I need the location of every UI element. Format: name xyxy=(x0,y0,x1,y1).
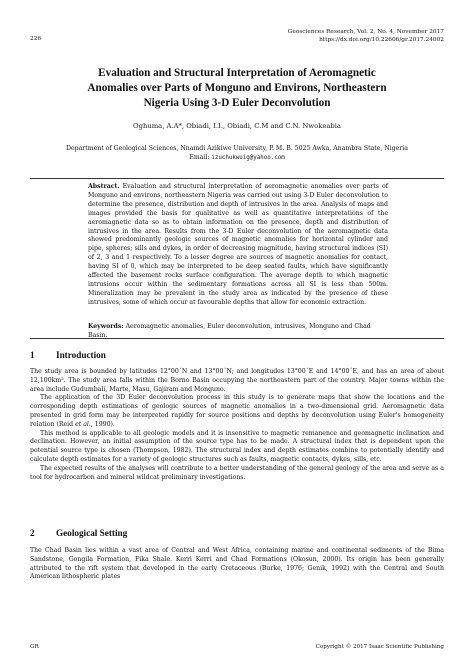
abstract-top-rule xyxy=(30,178,444,179)
keywords-label: Keywords: xyxy=(88,323,124,330)
title-line: Anomalies over Parts of Monguno and Environs, Northeastern xyxy=(87,82,387,94)
paragraph xyxy=(30,394,444,429)
citation-etal: et al. xyxy=(75,420,91,428)
abstract-text: Evaluation and structural interpretation of aeromagnetic anomalies over parts of Monguno and environs, northeastern Nigeria was carried out using 3-D Euler deconvolution to determine the presence, distribution and depth of intrusives in the area. Analysis of maps and images provided the basis for qualitative as well as quantitative interpretations of the aeromagnetic data so as to obtain information on the presence, depth and distribution of intrusives in the area. Results from the 3-D Euler deconvolution of the aeromagnetic data showed predominantly geologic sources of magnetic anomalies for horizontal cylinder and pipe, spheres; sills and dykes, in order of decreasing magnitude, having structural indices (SI) of 2, 3 and 1 respectively. To a lesser degree are sources of magnetic anomalies for contact, having SI of 0, which may be interpreted to be deep seated faults, which have significantly affected the basement rocks surface configuration. The average depth to which magnetic intrusions occur within the sedimentary formations across all SI is less than 500m. Mineralization may be prevalent in the study area as indicated by the presence of these intrusives, some of which occur at favourable depths that allow for economic extraction. xyxy=(88,183,389,306)
title-line: Nigeria Using 3-D Euler Deconvolution xyxy=(143,97,331,109)
paragraph: The study area is bounded by latitudes 12°00´N and 13°00´N; and longitudes 13°00´E and 14°00´E, and has an area of about 12,100km². The study area falls within the Borno Basin occupying the northeastern part of the country. Major towns within the area include Gudumbali, Marte, Masu, Gajiram and Monguno. xyxy=(30,368,444,393)
author-list: Oghuma, A.A*, Obiadi, I.I., Obiadi, C.M and C.N. Nwokeabia xyxy=(133,122,341,130)
journal-line: Geosciences Research, Vol. 2, No. 4, November 2017 xyxy=(287,29,444,35)
affiliation-block xyxy=(34,144,440,163)
abstract-label: Abstract. xyxy=(88,183,120,190)
paper-title xyxy=(40,66,434,111)
section-number: 2 xyxy=(30,528,35,538)
section-title: Geological Setting xyxy=(56,528,128,538)
page-number: 226 xyxy=(30,36,42,42)
section-heading-geological-setting xyxy=(30,528,127,538)
keywords-text: Aeromagnetic anomalies, Euler deconvolution, intrusives, Monguno and Chad Basin. xyxy=(88,323,371,339)
paragraph: The expected results of the analyses will contribute to a better understanding of the general geology of the area and serve as a tool for hydrocarbon and mineral wildcat preliminary investigations. xyxy=(30,464,444,481)
email-line xyxy=(34,153,440,163)
geological-setting-body xyxy=(30,547,444,582)
affiliation: Department of Geological Sciences, Nnamdi Azikiwe University, P. M. B. 5025 Awka, Anambra State, Nigeria xyxy=(66,145,408,152)
section-number: 1 xyxy=(30,350,35,360)
journal-header xyxy=(288,28,444,44)
footer-copyright: Copyright © 2017 Isaac Scientific Publishing xyxy=(315,644,444,650)
paragraph-text: The application of the 3D Euler deconvolution process in this study is to generate maps that show the locations and the corresponding depth estimations of geologic sources of magnetic anomalies in a two-dimensional grid. Aeromagnetic data presented in grid form may be interpreted rapidly for source positions and depths by deconvolution using Euler's homogeneity relation (Reid xyxy=(30,394,444,428)
paragraph: The Chad Basin lies within a vast area of Central and West Africa, containing marine and continental sediments of the Bima Sandstone, Gongila Formation, Fika Shale. Kerri Kerri and Chad Formations (Okosun, 2000). Its origin has been generally attributed to the rift system that developed in the early Cretaceous (Burke, 1976; Genik, 1992) with the Central and South American lithospheric plates xyxy=(30,547,444,581)
introduction-body xyxy=(30,368,444,482)
paragraph-text: , 1990). xyxy=(90,420,115,428)
abstract-bottom-rule xyxy=(30,338,444,339)
title-line: Evaluation and Structural Interpretation of Aeromagnetic xyxy=(98,67,376,79)
section-heading-introduction xyxy=(30,350,106,360)
section-title: Introduction xyxy=(56,350,106,360)
abstract xyxy=(88,183,388,308)
email-label: Email: xyxy=(189,154,210,161)
footer-journal-abbrev: GR xyxy=(30,644,39,650)
email-link[interactable]: izuchukwuig@yahoo.com xyxy=(211,155,285,161)
doi-link[interactable]: https://dx.doi.org/10.22606/gr.2017.24002 xyxy=(319,37,444,43)
paragraph: This method is applicable to all geologic models and it is insensitive to magnetic remanence and geomagnetic inclination and declination. However, an initial assumption of the source type has to be made. A structural index that is dependent upon the potential source type is chosen (Thompson, 1982). The structural index and depth estimates combine to potentially identify and calculate depth estimates for a variety of geologic structures such as faults, magnetic contacts, dykes, sills, etc. xyxy=(30,429,444,463)
